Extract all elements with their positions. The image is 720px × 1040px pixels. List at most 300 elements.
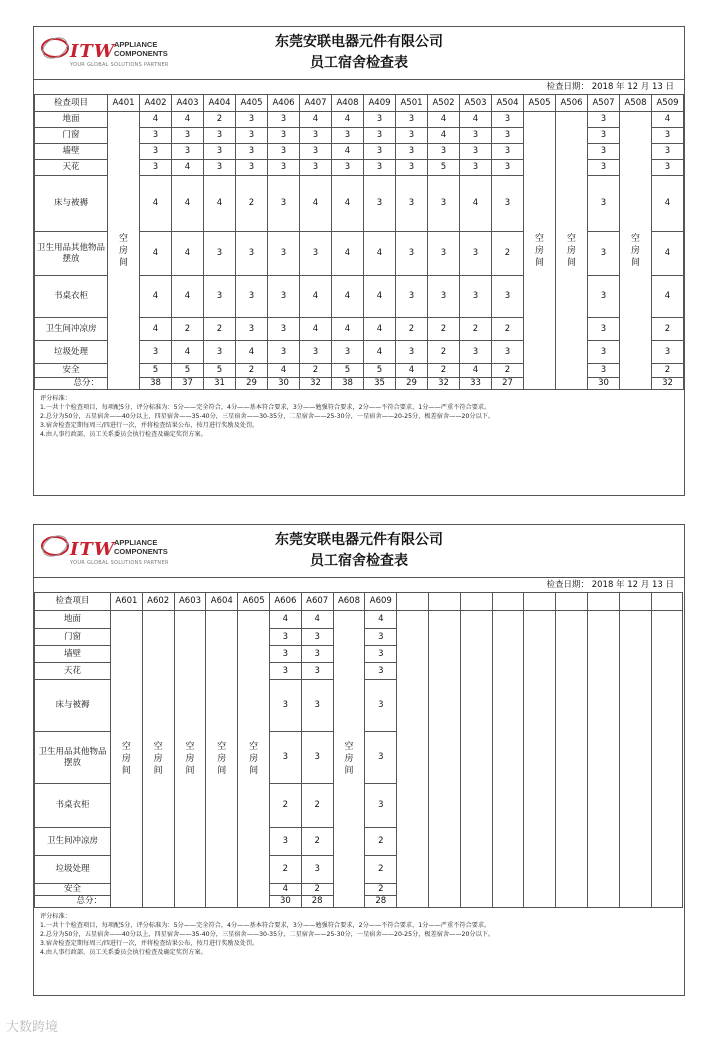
score-cell: 3 [140,144,172,160]
score-cell: 2 [365,828,397,856]
score-cell: 3 [365,663,397,680]
score-cell: 4 [428,112,460,128]
blank-header [397,593,429,611]
table-row [35,611,683,629]
score-cell: 3 [300,160,332,176]
vacant-label: 空房间 [630,233,640,268]
score-cell: 2 [269,856,301,884]
note-line: 2.总分为50分，五星宿舍——40分以上，四星宿舍——35-40分，三星宿舍——30-35分，二星宿舍——25-30分，一星宿舍——20-25分，极差宿舍——20分以下。 [40,413,495,420]
score-cell: 3 [652,144,684,160]
score-cell: 2 [172,318,204,341]
score-cell: 3 [268,232,300,276]
vacant-label: 空房间 [217,742,227,776]
score-cell: 3 [364,128,396,144]
score-cell: 4 [300,276,332,318]
item-label: 天花 [35,160,108,176]
total-cell: 28 [365,896,397,908]
score-cell: 3 [268,144,300,160]
score-cell: 3 [492,276,524,318]
item-header: 检查项目 [35,95,108,112]
score-cell: 3 [428,232,460,276]
item-label: 安全 [35,364,108,378]
item-label: 墙壁 [35,646,111,663]
score-cell: 5 [364,364,396,378]
item-label: 书桌衣柜 [35,784,111,828]
score-cell: 2 [204,318,236,341]
room-header: A504 [492,95,524,112]
score-cell: 4 [652,112,684,128]
score-cell: 3 [652,160,684,176]
room-header: A607 [301,593,333,611]
score-cell: 4 [172,276,204,318]
score-cell: 3 [268,341,300,364]
score-cell: 3 [268,160,300,176]
room-header: A403 [172,95,204,112]
score-cell: 3 [300,341,332,364]
item-label: 垃圾处理 [35,341,108,364]
blank-header [619,593,651,611]
score-cell: 2 [396,318,428,341]
score-cell: 2 [365,856,397,884]
room-header: A502 [428,95,460,112]
blank-header [587,593,619,611]
item-label: 床与被褥 [35,680,111,732]
score-cell: 3 [588,128,620,144]
room-header: A401 [108,95,140,112]
score-cell: 3 [269,663,301,680]
item-label: 卫生间冲凉房 [35,828,111,856]
score-cell: 3 [236,318,268,341]
score-cell: 3 [269,732,301,784]
score-cell: 5 [172,364,204,378]
logo-itw-text: ITW [70,539,116,560]
score-cell: 2 [428,341,460,364]
score-cell: 3 [140,341,172,364]
blank-cell [619,611,651,908]
score-cell: 3 [236,160,268,176]
total-cell: 32 [300,378,332,390]
logo-brand-text: APPLIANCE COMPONENTS [114,40,168,58]
score-cell: 3 [268,276,300,318]
score-cell: 4 [396,364,428,378]
item-label: 天花 [35,663,111,680]
note-line: 1.一共十个检查项目，每项配5分，评分标准为：5分——完全符合，4分——基本符合要求，3分——勉强符合要求，2分——不符合要求，1分——严重不符合要求。 [40,404,491,411]
score-cell: 3 [365,629,397,646]
score-cell: 4 [268,364,300,378]
note-line: 2.总分为50分，五星宿舍——40分以上，四星宿舍——35-40分，三星宿舍——30-35分，二星宿舍——25-30分，一星宿舍——20-25分，极差宿舍——20分以下。 [40,931,495,938]
score-cell: 2 [652,318,684,341]
room-header: A503 [460,95,492,112]
score-cell: 3 [428,176,460,232]
score-cell: 2 [492,364,524,378]
score-cell: 3 [269,646,301,663]
score-cell: 3 [396,144,428,160]
item-header: 检查项目 [35,593,111,611]
score-cell: 2 [301,828,333,856]
score-cell: 2 [652,364,684,378]
logo-brand-text: APPLIANCE COMPONENTS [114,538,168,556]
score-cell: 4 [364,341,396,364]
room-header: A508 [620,95,652,112]
room-header: A406 [268,95,300,112]
score-cell: 3 [588,144,620,160]
room-header: A409 [364,95,396,112]
score-cell: 3 [365,784,397,828]
inspection-date: 检查日期： 2018 年 12 月 13 日 [546,580,674,590]
score-cell: 5 [204,364,236,378]
sheet-title-block [34,32,684,74]
total-cell: 29 [236,378,268,390]
blank-header [651,593,683,611]
vacant-cell [333,611,365,908]
inspection-sheet-floor-6 [33,524,685,996]
logo-itw-text: ITW [70,41,116,62]
score-cell: 3 [236,232,268,276]
score-cell: 5 [332,364,364,378]
logo-tagline: YOUR GLOBAL SOLUTIONS PARTNER [70,560,169,566]
total-cell: 28 [301,896,333,908]
total-label: 总分： [35,378,108,390]
note-line: 1.一共十个检查项目，每项配5分，评分标准为：5分——完全符合，4分——基本符合要求，3分——勉强符合要求，2分——不符合要求，1分——严重不符合要求。 [40,922,491,929]
room-header: A408 [332,95,364,112]
score-cell: 3 [588,364,620,378]
total-cell: 38 [140,378,172,390]
score-cell: 2 [301,884,333,896]
total-cell: 30 [269,896,301,908]
score-cell: 4 [652,232,684,276]
form-title: 员工宿舍检查表 [310,55,408,71]
score-cell: 3 [365,732,397,784]
room-header: A609 [365,593,397,611]
logo-tagline: YOUR GLOBAL SOLUTIONS PARTNER [70,62,169,68]
score-cell: 2 [301,784,333,828]
score-cell: 3 [428,144,460,160]
score-cell: 3 [364,176,396,232]
score-cell: 3 [300,128,332,144]
vacant-label: 空房间 [344,742,354,776]
score-cell: 3 [301,680,333,732]
score-cell: 3 [364,112,396,128]
score-cell: 3 [301,663,333,680]
blank-header [556,593,588,611]
vacant-label: 空房间 [185,742,195,776]
score-cell: 3 [396,232,428,276]
score-cell: 3 [301,732,333,784]
score-cell: 4 [140,176,172,232]
vacant-label: 空房间 [118,233,128,268]
score-cell: 3 [492,341,524,364]
room-header: A603 [174,593,206,611]
score-cell: 3 [301,856,333,884]
total-cell: 38 [332,378,364,390]
score-cell: 3 [236,144,268,160]
score-cell: 3 [172,144,204,160]
note-line: 评分标准： [40,395,71,402]
score-cell: 3 [396,176,428,232]
score-cell: 3 [204,160,236,176]
score-cell: 2 [492,232,524,276]
table-row [35,112,684,128]
score-cell: 3 [269,828,301,856]
score-cell: 3 [460,144,492,160]
total-cell: 32 [428,378,460,390]
room-header: A601 [111,593,143,611]
note-line: 4.由人事行政部、员工关系委员会执行检查及确定奖罚方案。 [40,431,207,438]
score-cell: 3 [269,629,301,646]
note-line: 评分标准： [40,913,71,920]
score-cell: 3 [300,144,332,160]
score-cell: 3 [492,176,524,232]
vacant-label: 空房间 [249,742,259,776]
score-cell: 4 [269,611,301,629]
form-title: 员工宿舍检查表 [310,553,408,569]
score-cell: 3 [268,176,300,232]
score-cell: 3 [396,276,428,318]
total-cell: 35 [364,378,396,390]
blank-header [524,593,556,611]
item-label: 垃圾处理 [35,856,111,884]
score-cell: 2 [236,364,268,378]
sheet-header [34,525,684,578]
total-cell: 29 [396,378,428,390]
blank-header [492,593,524,611]
score-cell: 5 [140,364,172,378]
score-cell: 4 [301,611,333,629]
score-cell: 3 [172,128,204,144]
score-cell: 3 [428,276,460,318]
score-cell: 3 [269,680,301,732]
score-cell: 3 [204,276,236,318]
score-cell: 4 [652,176,684,232]
item-label: 安全 [35,884,111,896]
room-header: A606 [269,593,301,611]
score-cell: 3 [492,160,524,176]
room-header: A402 [140,95,172,112]
score-cell: 3 [204,144,236,160]
room-header: A407 [300,95,332,112]
header-row [35,95,684,112]
blank-cell [428,611,460,908]
score-cell: 3 [365,646,397,663]
score-cell: 3 [460,276,492,318]
score-cell: 3 [652,128,684,144]
score-cell: 3 [588,176,620,232]
score-cell: 4 [140,318,172,341]
blank-cell [492,611,524,908]
total-cell: 31 [204,378,236,390]
score-cell: 4 [364,276,396,318]
score-cell: 3 [492,144,524,160]
score-cell: 3 [396,128,428,144]
vacant-label: 空房间 [566,233,576,268]
score-cell: 2 [204,112,236,128]
score-cell: 2 [428,318,460,341]
score-cell: 4 [365,611,397,629]
score-cell: 4 [172,112,204,128]
score-cell: 4 [204,176,236,232]
score-cell: 3 [268,128,300,144]
vacant-cell [206,611,238,908]
score-cell: 3 [332,128,364,144]
vacant-cell [108,112,140,390]
score-cell: 3 [301,646,333,663]
score-cell: 3 [396,341,428,364]
score-cell: 3 [588,160,620,176]
score-cell: 3 [204,128,236,144]
score-cell: 4 [460,112,492,128]
blank-cell [397,611,429,908]
item-label: 卫生用品其他物品摆放 [35,732,111,784]
item-label: 地面 [35,112,108,128]
score-cell: 3 [236,112,268,128]
item-label: 书桌衣柜 [35,276,108,318]
score-cell: 3 [460,160,492,176]
score-cell: 3 [588,276,620,318]
score-cell: 3 [301,629,333,646]
score-cell: 3 [492,112,524,128]
score-cell: 4 [300,318,332,341]
vacant-label: 空房间 [534,233,544,268]
score-cell: 4 [364,318,396,341]
score-cell: 4 [332,276,364,318]
score-cell: 4 [172,341,204,364]
score-cell: 4 [172,160,204,176]
sheet-header [34,27,684,80]
total-cell: 32 [652,378,684,390]
scoring-notes [34,908,684,957]
score-cell: 4 [172,176,204,232]
vacant-label: 空房间 [121,742,131,776]
room-header: A509 [652,95,684,112]
vacant-cell [111,611,143,908]
total-cell: 37 [172,378,204,390]
score-cell: 3 [204,341,236,364]
room-header: A602 [142,593,174,611]
score-cell: 4 [460,364,492,378]
blank-header [460,593,492,611]
room-header: A506 [556,95,588,112]
score-cell: 3 [204,232,236,276]
total-cell: 30 [268,378,300,390]
score-cell: 5 [428,160,460,176]
sheet-title-block [34,530,684,572]
score-cell: 2 [492,318,524,341]
blank-cell [587,611,619,908]
total-cell: 33 [460,378,492,390]
vacant-cell [524,112,556,390]
score-cell: 4 [332,176,364,232]
score-cell: 4 [140,276,172,318]
score-cell: 3 [236,128,268,144]
score-cell: 4 [269,884,301,896]
score-cell: 3 [332,341,364,364]
item-label: 卫生间冲凉房 [35,318,108,341]
score-cell: 4 [332,112,364,128]
vacant-cell [174,611,206,908]
vacant-cell [142,611,174,908]
score-cell: 4 [172,232,204,276]
score-cell: 3 [396,160,428,176]
blank-cell [524,611,556,908]
room-header: A405 [236,95,268,112]
score-cell: 4 [236,341,268,364]
item-label: 床与被褥 [35,176,108,232]
total-cell: 30 [588,378,620,390]
score-cell: 4 [428,128,460,144]
score-cell: 3 [268,318,300,341]
score-cell: 3 [300,232,332,276]
room-header: A505 [524,95,556,112]
score-cell: 4 [332,144,364,160]
total-cell: 27 [492,378,524,390]
blank-cell [651,611,683,908]
room-header: A604 [206,593,238,611]
inspection-date: 检查日期： 2018 年 12 月 13 日 [546,82,674,92]
score-cell: 4 [140,232,172,276]
item-label: 门窗 [35,128,108,144]
score-cell: 3 [396,112,428,128]
room-header: A404 [204,95,236,112]
vacant-cell [238,611,270,908]
score-cell: 4 [652,276,684,318]
score-cell: 2 [269,784,301,828]
score-cell: 3 [332,160,364,176]
vacant-label: 空房间 [153,742,163,776]
blank-header [428,593,460,611]
score-cell: 4 [140,112,172,128]
score-cell: 3 [364,144,396,160]
score-cell: 4 [332,318,364,341]
vacant-cell [620,112,652,390]
score-cell: 3 [460,341,492,364]
room-header: A501 [396,95,428,112]
score-cell: 3 [140,160,172,176]
header-row [35,593,683,611]
room-header: A608 [333,593,365,611]
company-name: 东莞安联电器元件有限公司 [275,34,443,50]
note-line: 3.宿舍检查定期每周三/四进行一次，并将检查结果公布，按月进行奖励及处罚。 [40,422,259,429]
score-cell: 3 [460,232,492,276]
score-cell: 3 [588,112,620,128]
total-label: 总分： [35,896,111,908]
score-cell: 2 [300,364,332,378]
room-header: A507 [588,95,620,112]
score-cell: 3 [236,276,268,318]
company-name: 东莞安联电器元件有限公司 [275,532,443,548]
note-line: 4.由人事行政部、员工关系委员会执行检查及确定奖罚方案。 [40,949,207,956]
score-cell: 4 [332,232,364,276]
score-cell: 3 [140,128,172,144]
item-label: 门窗 [35,629,111,646]
score-table [34,94,684,390]
score-table [34,592,683,908]
item-label: 墙壁 [35,144,108,160]
score-cell: 3 [588,341,620,364]
score-cell: 4 [460,176,492,232]
blank-cell [460,611,492,908]
blank-cell [556,611,588,908]
score-cell: 3 [460,128,492,144]
score-cell: 2 [460,318,492,341]
room-header: A605 [238,593,270,611]
score-cell: 4 [364,232,396,276]
note-line: 3.宿舍检查定期每周三/四进行一次，并将检查结果公布，按月进行奖励及处罚。 [40,940,259,947]
watermark: 大数跨境 [6,1020,59,1035]
scoring-notes [34,390,684,439]
score-cell: 3 [365,680,397,732]
score-cell: 4 [300,176,332,232]
inspection-sheet-floor-4-5 [33,26,685,496]
